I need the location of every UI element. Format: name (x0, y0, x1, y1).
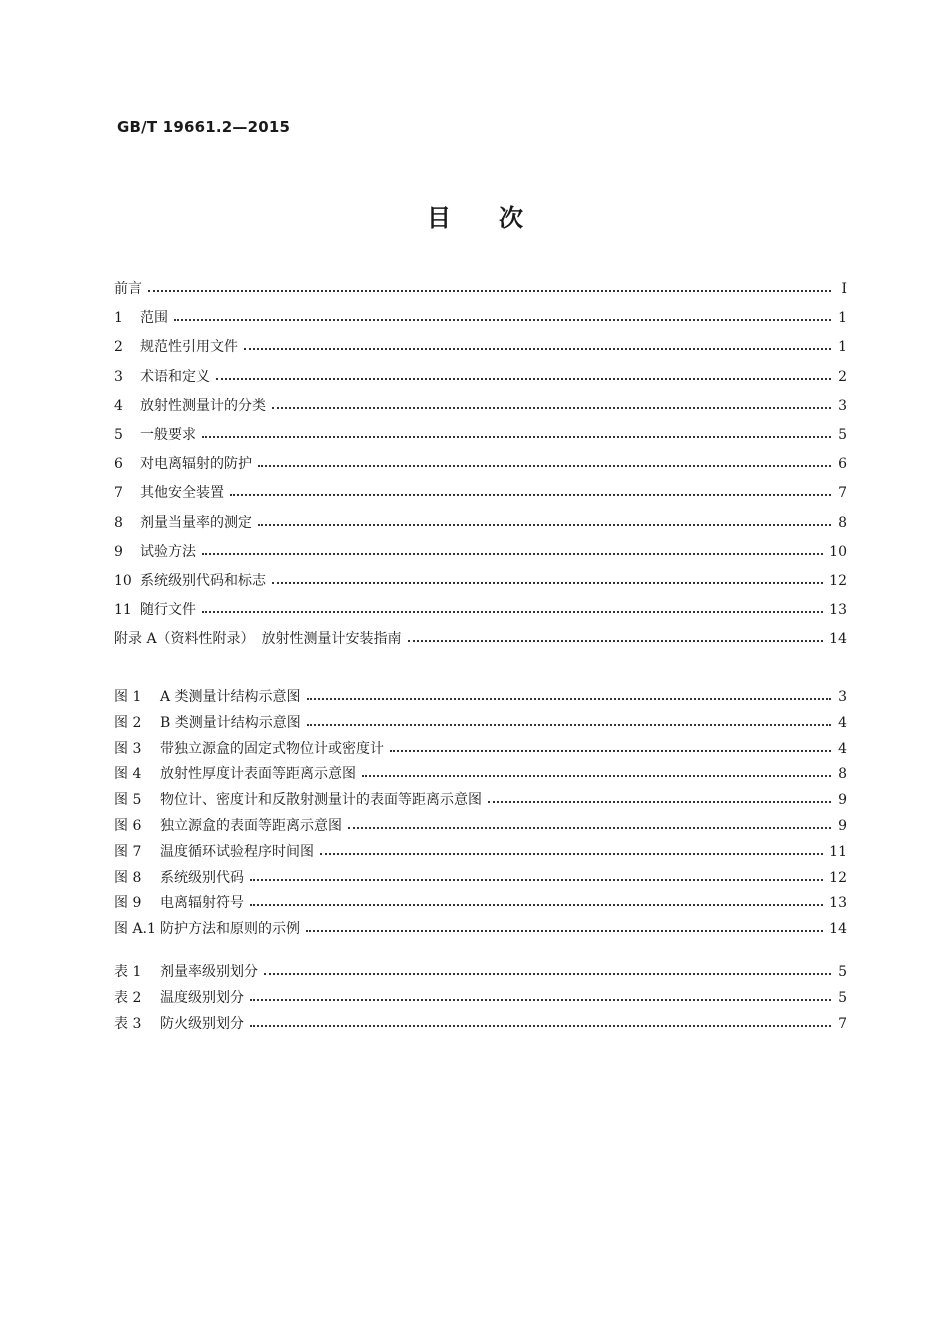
toc-entry-title: 放射性测量计的分类 (140, 397, 266, 414)
toc-entry-number: 表 2 (114, 989, 142, 1006)
toc-entry-label (114, 1013, 244, 1033)
toc-entry[interactable] (114, 628, 847, 648)
toc-entry-label (114, 453, 252, 473)
dot-leader (272, 407, 831, 409)
toc-entry-label (114, 570, 266, 590)
dot-leader (306, 930, 823, 932)
toc-entry-title: 放射性厚度计表面等距离示意图 (160, 766, 356, 783)
toc-entry-title: 电离辐射符号 (160, 895, 244, 912)
toc-entry[interactable] (114, 278, 847, 298)
toc-entry-page: 12 (829, 573, 847, 589)
toc-entry-label (114, 599, 196, 619)
toc-entry[interactable] (114, 336, 847, 356)
toc-entry-title: A 类测量计结构示意图 (160, 689, 301, 705)
toc-entry-label (114, 336, 238, 356)
dot-leader (148, 290, 831, 292)
toc-entry-label (114, 961, 258, 981)
dot-leader (264, 973, 831, 975)
toc-entry-label (114, 686, 301, 706)
toc-entry-title: 一般要求 (140, 427, 196, 443)
toc-entry-number: 3 (114, 368, 123, 385)
toc-entry-page: 5 (838, 989, 847, 1006)
dot-leader (258, 465, 831, 467)
toc-entry[interactable] (114, 307, 847, 327)
toc-entry-label (114, 541, 196, 561)
toc-entry-number: 6 (114, 456, 123, 473)
toc-entry[interactable] (114, 686, 847, 706)
dot-leader (250, 879, 823, 881)
toc-entry-page: 12 (829, 869, 847, 886)
toc-entry-number: 8 (114, 514, 123, 531)
toc-entry-title: 温度循环试验程序时间图 (160, 843, 314, 860)
toc-entry-label (114, 738, 384, 758)
toc-entry[interactable] (114, 570, 847, 590)
toc-entry-label (114, 867, 244, 887)
dot-leader (348, 827, 831, 829)
toc-entry-page: 6 (838, 456, 847, 473)
toc-entry-page: 5 (838, 427, 847, 443)
toc-entry-page: 14 (829, 921, 847, 938)
dot-leader (202, 436, 831, 438)
dot-leader (362, 775, 831, 777)
toc-entry-page: 3 (838, 689, 847, 705)
toc-entry-page: 1 (838, 310, 847, 327)
toc-entry-page: 9 (838, 818, 847, 834)
toc-entry[interactable] (114, 867, 847, 887)
dot-leader (488, 801, 831, 803)
dot-leader (202, 611, 823, 613)
toc-entry-number: 图 1 (114, 689, 142, 705)
dot-leader (202, 553, 823, 555)
dot-leader (320, 853, 823, 855)
standard-number: GB/T 19661.2—2015 (117, 118, 291, 136)
toc-entry[interactable] (114, 482, 847, 502)
toc-entry-label (114, 482, 224, 502)
toc-entry-page: 14 (829, 631, 847, 648)
toc-entry-title: 术语和定义 (140, 368, 210, 385)
toc-entry-label (114, 395, 266, 415)
toc-entry[interactable] (114, 987, 847, 1007)
toc-entry-page: 7 (838, 485, 847, 502)
dot-leader (216, 378, 831, 380)
toc-entry-number: 图 6 (114, 818, 142, 834)
toc-entry-title: 系统级别代码和标志 (140, 573, 266, 589)
toc-entry-number: 11 (114, 602, 132, 619)
toc-entry-page: 8 (838, 514, 847, 531)
toc-entry-title: 独立源盒的表面等距离示意图 (160, 818, 342, 834)
toc-entry-title: 试验方法 (140, 543, 196, 560)
toc-entry-number: 4 (114, 397, 123, 414)
dot-leader (272, 582, 823, 584)
toc-entry-title: B 类测量计结构示意图 (160, 714, 301, 731)
toc-entry-page: Ⅰ (841, 281, 847, 297)
toc-entry[interactable] (114, 789, 847, 809)
toc-entry-number: 图 2 (114, 714, 142, 731)
toc-entry-page: 4 (838, 714, 847, 731)
toc-entry[interactable] (114, 395, 847, 415)
toc-entry[interactable] (114, 892, 847, 912)
toc-entry-title: 防火级别划分 (160, 1015, 244, 1032)
toc-entry-number: 图 4 (114, 766, 142, 783)
toc-entry-page: 5 (838, 964, 847, 980)
toc-entry-label (114, 987, 244, 1007)
toc-entry-label (114, 628, 402, 648)
toc-entry-title: 防护方法和原则的示例 (160, 921, 300, 938)
toc-entry-number: 10 (114, 573, 132, 589)
toc-entry-title: 剂量率级别划分 (160, 964, 258, 980)
toc-entry-number: 表 1 (114, 964, 142, 980)
page-title: 目 次 (427, 204, 523, 232)
toc-entry-title: 系统级别代码 (160, 869, 244, 886)
toc-entry-page: 11 (829, 843, 847, 860)
toc-entry-page: 4 (838, 740, 847, 757)
toc-entry[interactable] (114, 918, 847, 938)
toc-entry-page: 7 (838, 1015, 847, 1032)
toc-entry-page: 8 (838, 766, 847, 783)
dot-leader (250, 999, 831, 1001)
toc-entry-label (114, 815, 342, 835)
dot-leader (258, 524, 831, 526)
toc-entry-title: 随行文件 (140, 602, 196, 619)
toc-entry[interactable] (114, 424, 847, 444)
toc-entry-page: 10 (829, 543, 847, 560)
dot-leader (230, 494, 831, 496)
toc-entry-title: 温度级别划分 (160, 989, 244, 1006)
toc-entry-number: 图 5 (114, 792, 142, 809)
dot-leader (174, 319, 831, 321)
toc-entry-label (114, 841, 314, 861)
toc-entry[interactable] (114, 841, 847, 861)
toc-entry-label (114, 892, 244, 912)
toc-entry-title: 对电离辐射的防护 (140, 456, 252, 473)
toc-entry-title: 范围 (140, 310, 168, 327)
dot-leader (408, 640, 824, 642)
toc-entry-page: 9 (838, 792, 847, 809)
toc-entry-number: 表 3 (114, 1015, 142, 1032)
toc-entry-number: 图 A.1 (114, 921, 156, 938)
dot-leader (307, 698, 831, 700)
toc-entry[interactable] (114, 541, 847, 561)
toc-entry[interactable] (114, 512, 847, 532)
toc-entry-label (114, 278, 142, 298)
toc-entry-number: 图 9 (114, 895, 142, 912)
toc-entry-label (114, 763, 356, 783)
dot-leader (244, 348, 831, 350)
toc-entry-title: 剂量当量率的测定 (140, 514, 252, 531)
toc-entry-label (114, 712, 301, 732)
dot-leader (307, 724, 831, 726)
toc-entry-label (114, 366, 210, 386)
toc-entry-page: 13 (829, 602, 847, 619)
dot-leader (390, 750, 831, 752)
toc-entry-title: 规范性引用文件 (140, 339, 238, 356)
toc-entry-title: 物位计、密度计和反散射测量计的表面等距离示意图 (160, 792, 482, 809)
toc-entry-number: 图 7 (114, 843, 142, 860)
toc-entry[interactable] (114, 453, 847, 473)
toc-entry-number: 7 (114, 485, 123, 502)
toc-entry-label (114, 789, 482, 809)
toc-entry-number: 9 (114, 543, 123, 560)
toc-entry-label (114, 424, 196, 444)
toc-entry[interactable] (114, 1013, 847, 1033)
dot-leader (250, 1025, 831, 1027)
toc-entry[interactable] (114, 366, 847, 386)
toc-entry-number: 图 3 (114, 740, 142, 757)
toc-entry-label (114, 307, 168, 327)
toc-entry-title: 前言 (114, 281, 142, 297)
toc-entry-page: 2 (838, 368, 847, 385)
toc-entry-title: 带独立源盒的固定式物位计或密度计 (160, 740, 384, 757)
toc-entry-label (114, 918, 300, 938)
toc-entry-page: 13 (829, 895, 847, 912)
toc-entry-page: 1 (838, 339, 847, 356)
toc-entry-number: 2 (114, 339, 123, 356)
toc-entry[interactable] (114, 738, 847, 758)
toc-entry[interactable] (114, 712, 847, 732)
toc-entry-number: 图 8 (114, 869, 142, 886)
toc-entry[interactable] (114, 599, 847, 619)
toc-entry-number: 1 (114, 310, 123, 327)
toc-entry-label (114, 512, 252, 532)
toc-entry[interactable] (114, 815, 847, 835)
toc-entry-title: 附录 A（资料性附录） 放射性测量计安装指南 (114, 631, 402, 648)
toc-entry-page: 3 (838, 397, 847, 414)
toc-entry-number: 5 (114, 427, 123, 443)
toc-entry[interactable] (114, 961, 847, 981)
dot-leader (250, 904, 823, 906)
toc-entry[interactable] (114, 763, 847, 783)
toc-entry-title: 其他安全装置 (140, 485, 224, 502)
